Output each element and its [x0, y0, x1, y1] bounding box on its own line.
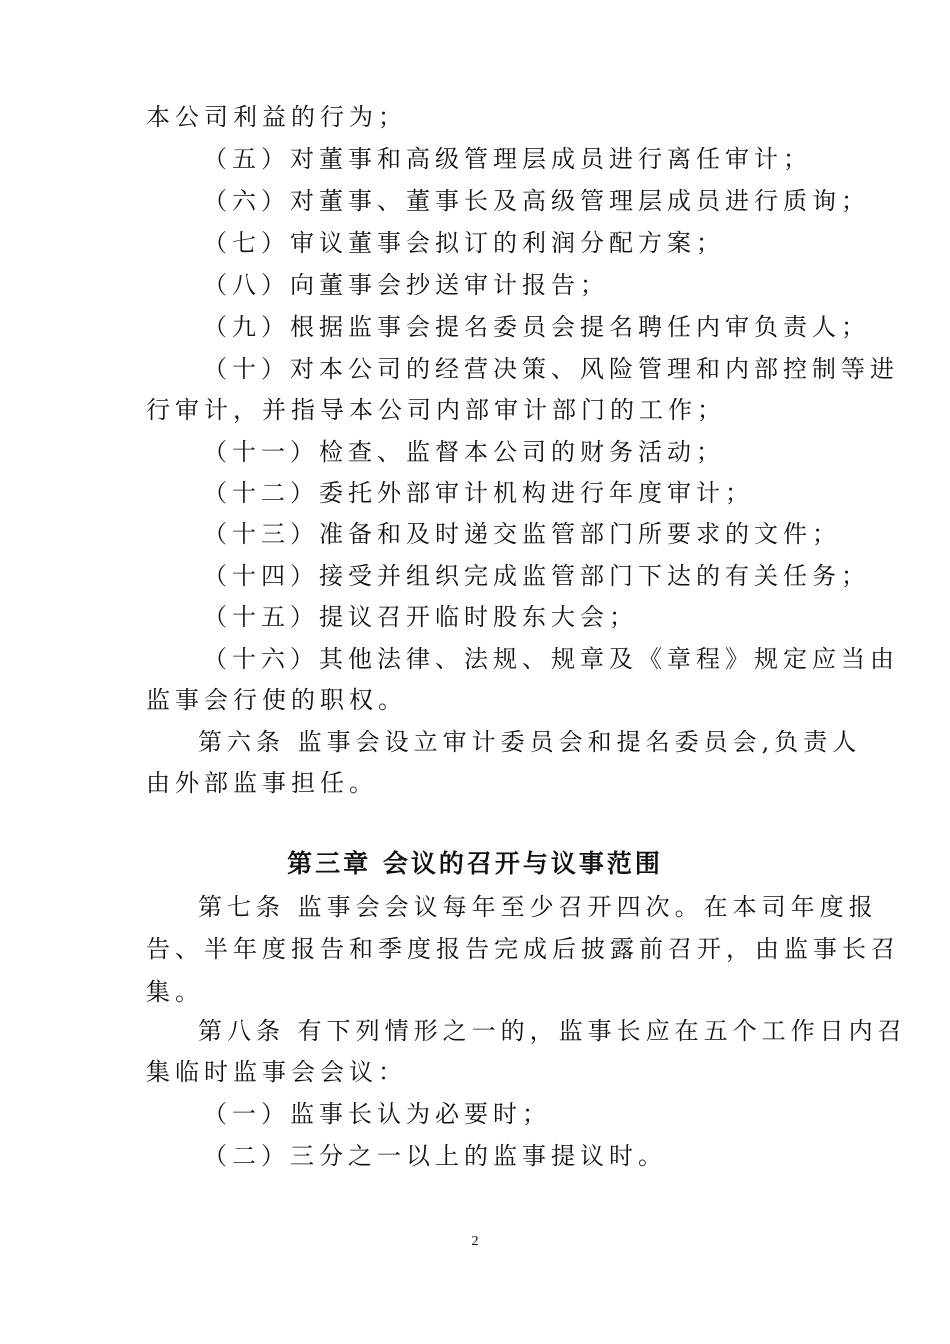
- text-line: 集。: [146, 978, 204, 1006]
- text-line: 第六条 监事会设立审计委员会和提名委员会,负责人: [198, 728, 862, 756]
- text-line: （五）对董事和高级管理层成员进行离任审计；: [203, 145, 812, 173]
- text-line: （十六）其他法律、法规、规章及《章程》规定应当由: [203, 645, 899, 673]
- text-line: （七）审议董事会拟订的利润分配方案；: [203, 229, 725, 257]
- text-line: （十四）接受并组织完成监管部门下达的有关任务；: [203, 562, 870, 590]
- text-line: （十三）准备和及时递交监管部门所要求的文件；: [203, 520, 841, 548]
- text-line: 集临时监事会会议：: [146, 1058, 407, 1086]
- text-line: （一）监事长认为必要时；: [203, 1100, 551, 1128]
- text-line: 告、半年度报告和季度报告完成后披露前召开，由监事长召: [146, 935, 900, 963]
- text-line: 行审计，并指导本公司内部审计部门的工作；: [146, 396, 726, 424]
- text-line: 由外部监事担任。: [146, 769, 378, 797]
- chapter-heading: 第三章 会议的召开与议事范围: [287, 849, 663, 878]
- text-line: （二）三分之一以上的监事提议时。: [203, 1142, 667, 1170]
- text-line: （十）对本公司的经营决策、风险管理和内部控制等进: [203, 355, 899, 383]
- text-line: （六）对董事、董事长及高级管理层成员进行质询；: [203, 187, 870, 215]
- text-line: （八）向董事会抄送审计报告；: [203, 271, 609, 299]
- text-line: （九）根据监事会提名委员会提名聘任内审负责人；: [203, 313, 870, 341]
- text-line: 第七条 监事会会议每年至少召开四次。在本司年度报: [198, 893, 878, 921]
- text-line: （十二）委托外部审计机构进行年度审计；: [203, 479, 754, 507]
- page-number: 2: [471, 1234, 479, 1249]
- text-line: 本公司利益的行为；: [146, 103, 407, 131]
- text-line: （十五）提议召开临时股东大会；: [203, 603, 638, 631]
- text-line: 第八条 有下列情形之一的，监事长应在五个工作日内召: [198, 1017, 907, 1045]
- text-line: （十一）检查、监督本公司的财务活动；: [203, 438, 725, 466]
- text-line: 监事会行使的职权。: [146, 686, 407, 714]
